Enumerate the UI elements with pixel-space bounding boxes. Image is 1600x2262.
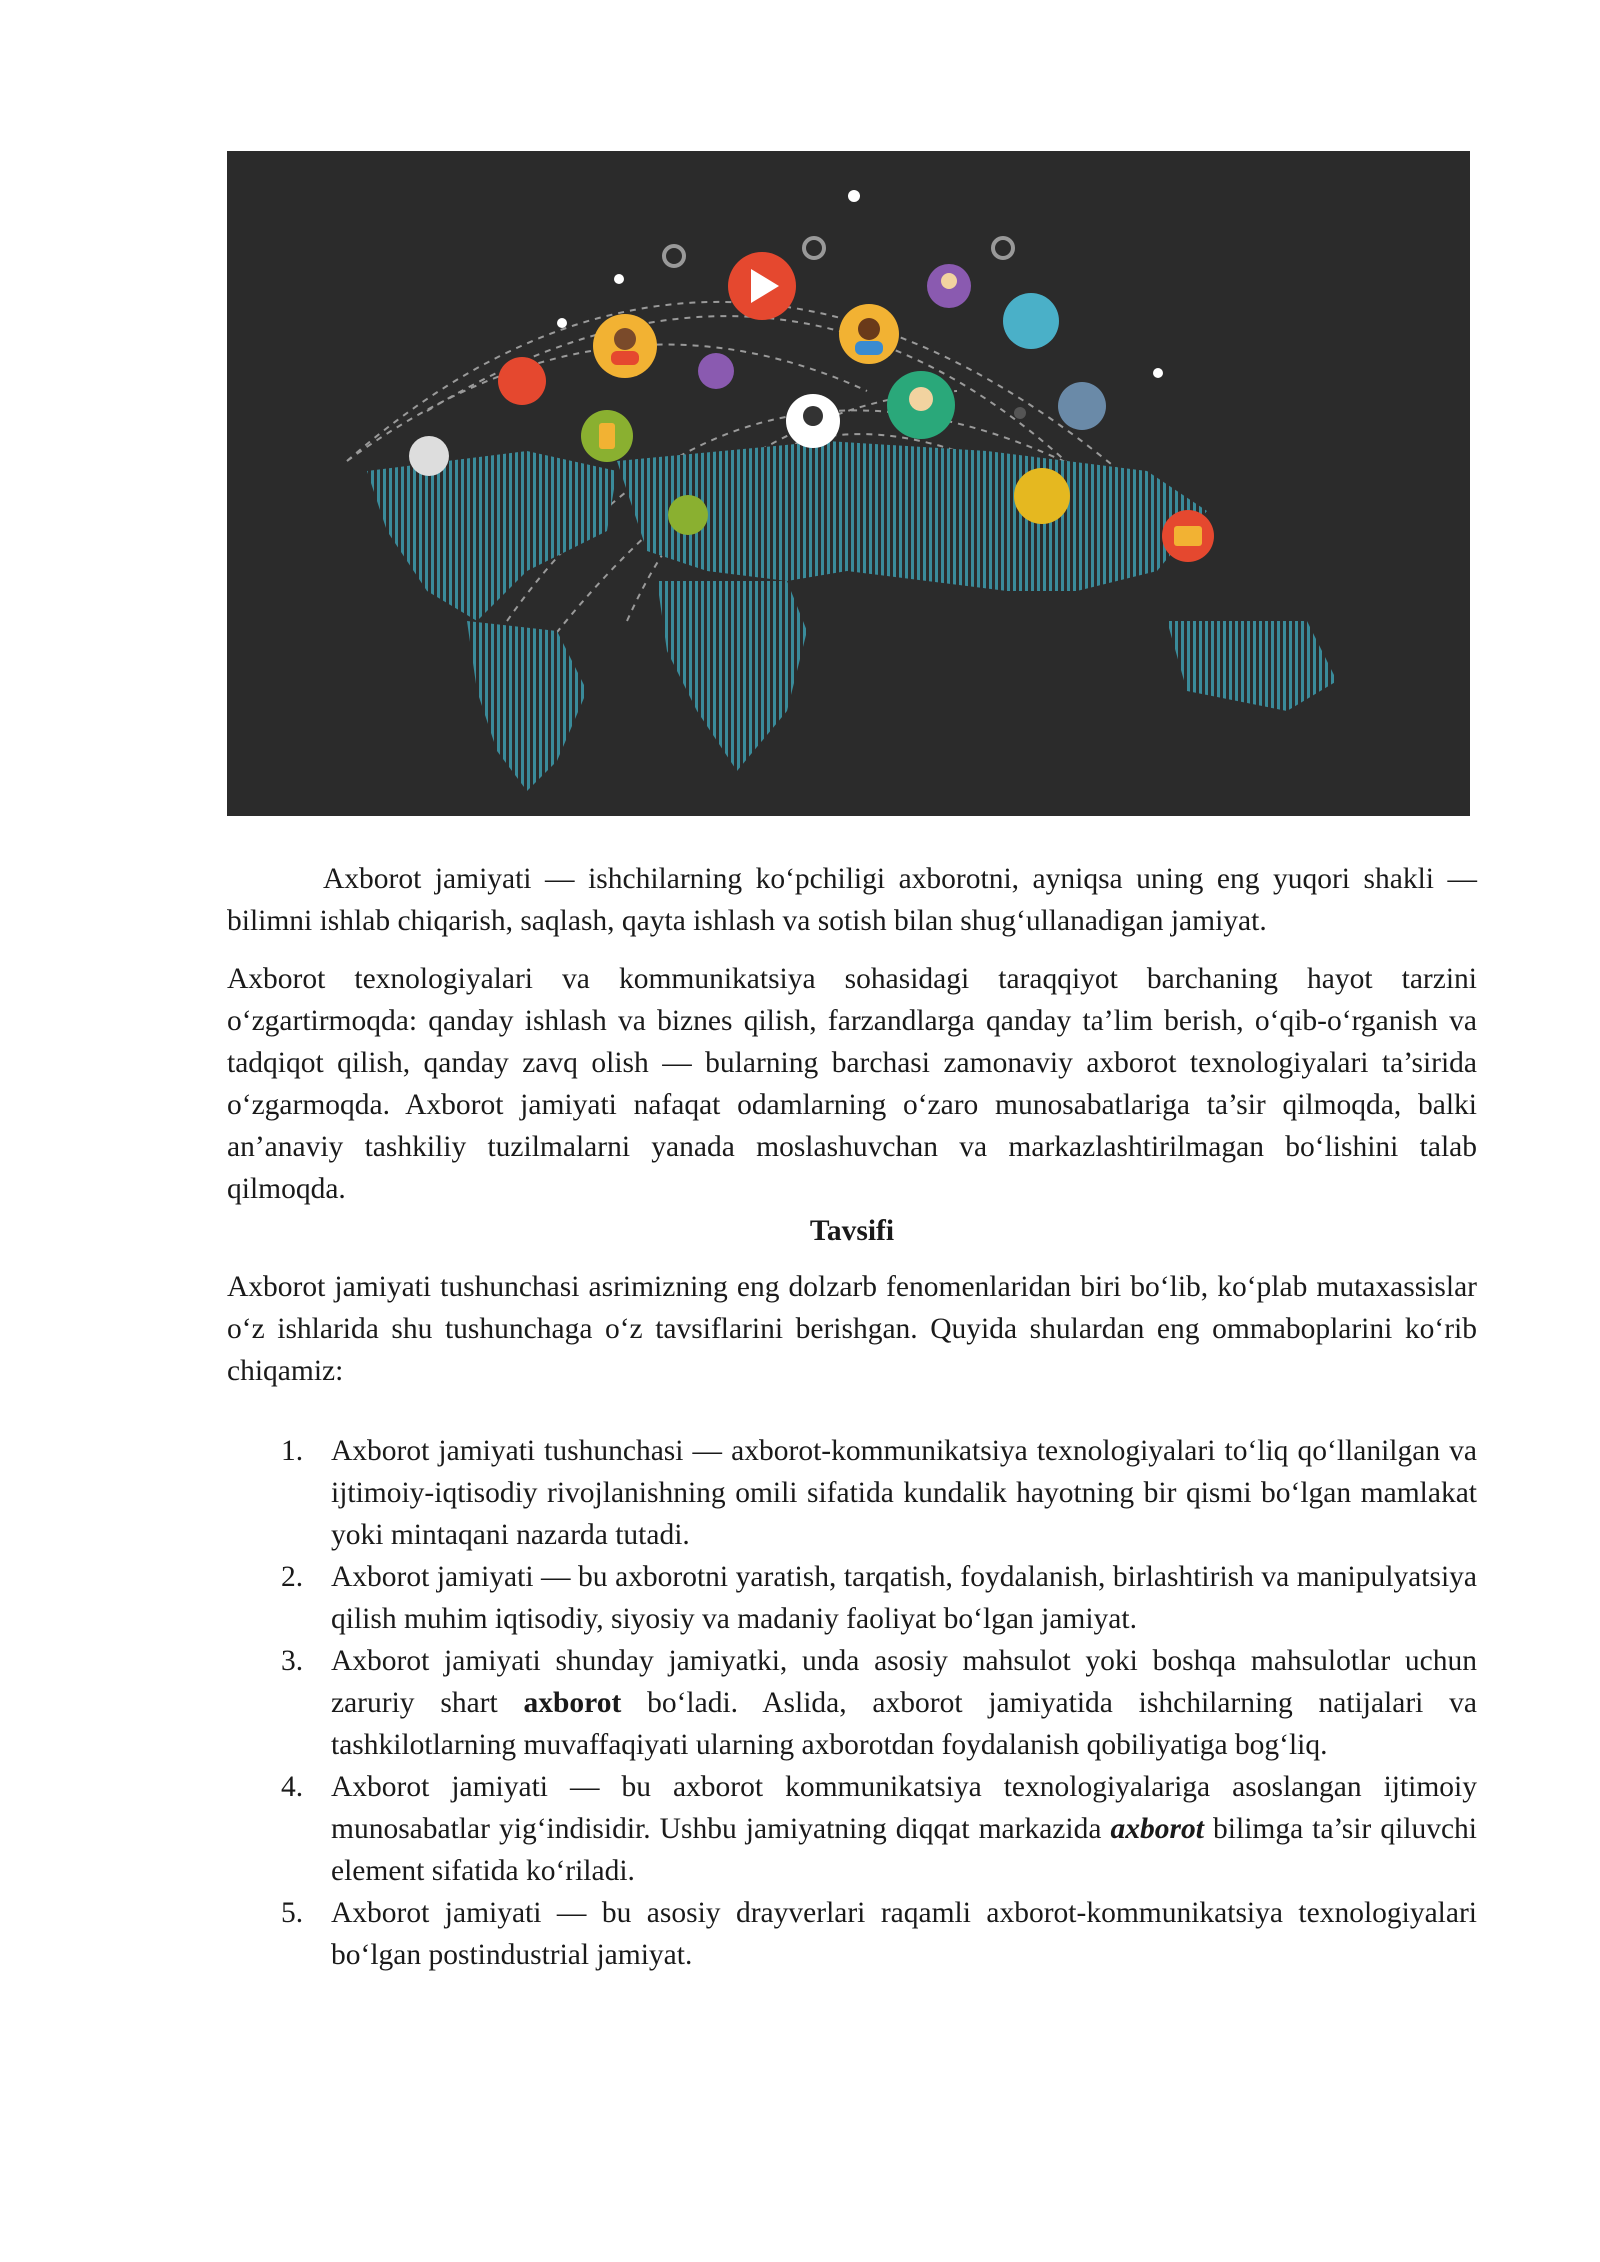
list-item-text: Axborot jamiyati — bu asosiy drayverlari raqamli axborot-kommunikatsiya texnologiyalari bo‘lgan postindustrial jamiyat. — [331, 1897, 1477, 1971]
lightbulb-icon — [1014, 468, 1070, 524]
list-item-text: bilimga ta’sir qiluvchi element sifatida ko‘riladi. — [331, 1813, 1477, 1887]
phone-icon — [498, 357, 546, 405]
intro-term: Axborot jamiyati — [323, 863, 532, 895]
chat-icon — [409, 436, 449, 476]
person-icon — [668, 495, 708, 535]
paragraph-2: Axborot texnologiyalari va kommunikatsiya sohasidagi taraqqiyot barchaning hayot tarzini o‘zgartirmoqda: qanday ishlash va biznes qilish, farzandlarga qanday ta’lim berish, o‘qib-o‘rganish va tadqiqot qilish, qanday zavq olish — bularning barchasi zamonaviy axborot texnologiyalari ta’sirida o‘zgarmoqda. Axborot jamiyati nafaqat odamlarning o‘zaro munosabatlariga ta’sir qilmoqda, balki an’anaviy tashkiliy tuzilmalarni yanada moslashuvchan va markazlashtirilmagan bo‘lishini talab qilmoqda. — [227, 963, 1477, 1205]
bold-term: axborot — [523, 1687, 622, 1719]
list-item-text: bo‘ladi. Aslida, axborot jamiyatida ishchilarning natijalari va tashkilotlarning muvaffaqiyati ularning axborotdan foydalanish qobiliyatiga bog‘liq. — [331, 1687, 1478, 1761]
world-network-illustration — [227, 151, 1470, 816]
person-icon — [698, 353, 734, 389]
list-item — [227, 1766, 1477, 1892]
list-item — [227, 1556, 1477, 1640]
list-number: 5. — [281, 1897, 304, 1929]
definitions-list — [227, 1430, 1477, 1976]
list-number: 3. — [281, 1645, 304, 1677]
list-item — [227, 1892, 1477, 1976]
article-body — [227, 858, 1477, 1976]
world-network-svg — [227, 151, 1470, 816]
list-number: 1. — [281, 1435, 304, 1467]
bold-italic-term: axborot — [1110, 1813, 1204, 1845]
list-number: 4. — [281, 1771, 304, 1803]
list-number: 2. — [281, 1561, 304, 1593]
list-item-text: Axborot jamiyati — bu axborotni yaratish, tarqatish, foydalanish, birlashtirish va manipulyatsiya qilish muhim iqtisodiy, siyosiy va madaniy faoliyat bo‘lgan jamiyat. — [331, 1561, 1477, 1635]
paragraph-3: Axborot jamiyati tushunchasi asrimizning eng dolzarb fenomenlaridan biri bo‘lib, ko‘plab mutaxassislar o‘z ishlarida shu tushunchaga o‘z tavsiflarini berishgan. Quyida shulardan eng ommaboplarini ko‘rib chiqamiz: — [227, 1271, 1477, 1387]
section-title: Tavsifi — [809, 1215, 895, 1247]
list-item — [227, 1640, 1477, 1766]
intro-definition: — ishchilarning ko‘pchiligi axborotni, ayniqsa uning eng yuqori shakli — bilimni ishlab chiqarish, saqlash, qayta ishlash va sotish bilan shug‘ullanadigan jamiyat. — [227, 863, 1477, 937]
person-icon — [1058, 382, 1106, 430]
list-item-text: Axborot jamiyati shunday jamiyatki, unda asosiy mahsulot yoki boshqa mahsulotlar uchun zaruriy shart — [331, 1645, 1477, 1719]
list-item-text: Axborot jamiyati — bu axborot kommunikatsiya texnologiyalariga asoslangan ijtimoiy munosabatlar yig‘indisidir. Ushbu jamiyatning diqqat markazida — [331, 1771, 1477, 1845]
intro-paragraph — [227, 858, 1477, 942]
world-map — [367, 441, 1337, 791]
list-item — [227, 1430, 1477, 1556]
globe-icon — [1003, 293, 1059, 349]
list-item-text: Axborot jamiyati tushunchasi — axborot-kommunikatsiya texnologiyalari to‘liq qo‘llanilgan va ijtimoiy-iqtisodiy rivojlanishning omili sifatida kundalik hayotning bir qismi bo‘lgan mamlakat yoki mintaqani nazarda tutadi. — [331, 1435, 1477, 1551]
